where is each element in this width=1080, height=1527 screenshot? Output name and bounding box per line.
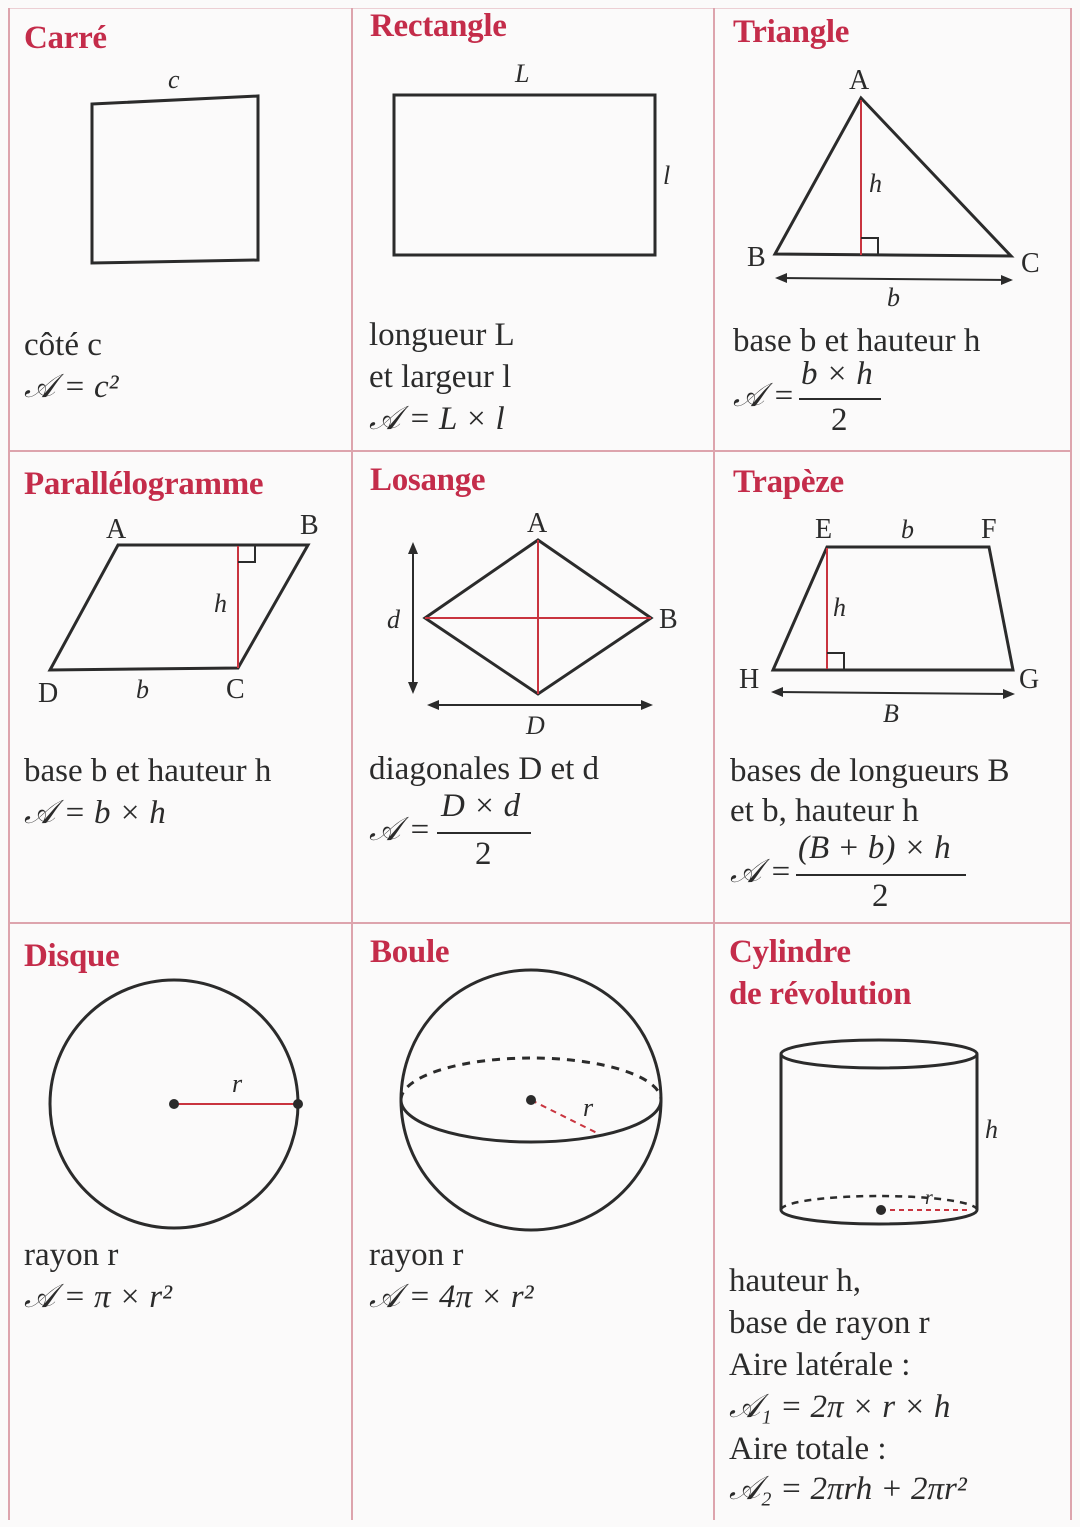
triangle-formula-numerator: b × h: [801, 356, 873, 392]
parallelogram-vertex-a: A: [106, 514, 127, 545]
cylindre-lateral-formula: 𝒜₁ = 2π × r × h: [729, 1389, 951, 1425]
triangle-height-label: h: [869, 169, 882, 198]
triangle-formula-lhs: 𝒜 =: [733, 378, 795, 414]
cell-parallelogramme: [10, 452, 351, 922]
sphere-figure: [353, 924, 713, 1520]
boule-title: Boule: [370, 934, 450, 970]
cylindre-desc-line2: base de rayon r: [729, 1305, 930, 1341]
trapezoid-vertex-f: F: [981, 514, 997, 545]
triangle-formula-denominator: 2: [831, 402, 848, 438]
cylindre-total-formula: 𝒜₂ = 2πrh + 2πr²: [729, 1471, 967, 1507]
grid-border-right: [1070, 8, 1072, 1520]
cylindre-desc-line1: hauteur h,: [729, 1263, 861, 1299]
rectangle-formula: 𝒜 = L × l: [369, 401, 505, 437]
cell-trapeze: [715, 452, 1070, 922]
boule-formula: 𝒜 = 4π × r²: [369, 1279, 534, 1315]
trapeze-formula-denominator: 2: [872, 878, 889, 914]
triangle-title: Triangle: [733, 14, 850, 50]
losange-formula-denominator: 2: [475, 836, 492, 872]
rectangle-desc-line1: longueur L: [369, 317, 515, 353]
square-side-label: c: [168, 65, 180, 94]
trapeze-fraction-bar: [796, 874, 966, 876]
cell-rectangle: [353, 10, 713, 450]
grid-border-top: [8, 8, 1072, 9]
boule-desc: rayon r: [369, 1237, 464, 1273]
cell-cylindre: [715, 924, 1070, 1520]
disk-radius-label: r: [232, 1069, 243, 1098]
rhombus-vertex-a: A: [527, 508, 548, 539]
losange-desc: diagonales D et d: [369, 751, 600, 787]
rhombus-big-diagonal-label: D: [526, 711, 545, 740]
disque-title: Disque: [24, 938, 120, 974]
disque-formula: 𝒜 = π × r²: [24, 1279, 173, 1315]
trapeze-formula-lhs: 𝒜 =: [730, 854, 792, 890]
cylinder-radius-label: r: [925, 1187, 933, 1209]
triangle-vertex-a: A: [849, 65, 870, 96]
losange-formula: [369, 788, 569, 878]
trapezoid-vertex-e: E: [815, 514, 833, 545]
cell-boule: [353, 924, 713, 1520]
carre-formula: 𝒜 = c²: [24, 369, 119, 405]
losange-title: Losange: [370, 462, 486, 498]
trapezoid-height-label: h: [833, 593, 846, 622]
rectangle-length-label: L: [515, 59, 530, 88]
cell-triangle: [715, 10, 1070, 450]
rectangle-title: Rectangle: [370, 8, 507, 44]
trapezoid-big-base-label: B: [883, 699, 899, 728]
cell-losange: [353, 452, 713, 922]
parallelogram-vertex-c: C: [226, 674, 245, 705]
trapeze-desc-line1: bases de longueurs B: [730, 753, 1010, 789]
cylindre-title-line1: Cylindre: [729, 934, 851, 970]
triangle-base-label: b: [887, 283, 900, 312]
trapeze-formula: [730, 830, 980, 920]
triangle-vertex-c: C: [1021, 248, 1040, 279]
trapezoid-small-base-label: b: [901, 515, 914, 544]
trapezoid-vertex-h: H: [739, 664, 760, 695]
rectangle-width-label: l: [663, 161, 671, 190]
carre-desc: côté c: [24, 327, 102, 363]
parallelogramme-desc: base b et hauteur h: [24, 753, 272, 789]
trapeze-title: Trapèze: [733, 464, 844, 500]
carre-title: Carré: [24, 20, 107, 56]
cell-disque: [10, 924, 351, 1520]
triangle-formula: [733, 356, 933, 446]
parallelogram-height-label: h: [214, 589, 227, 618]
trapezoid-vertex-g: G: [1019, 664, 1040, 695]
losange-formula-numerator: D × d: [441, 788, 521, 824]
trapeze-formula-numerator: (B + b) × h: [798, 830, 951, 866]
rhombus-small-diagonal-label: d: [387, 605, 400, 634]
rectangle-desc-line2: et largeur l: [369, 359, 512, 395]
cylindre-title-line2: de révolution: [729, 976, 912, 1012]
parallelogram-vertex-b: B: [300, 510, 319, 541]
parallelogram-figure: [10, 452, 351, 922]
parallelogram-vertex-d: D: [38, 678, 59, 709]
disque-desc: rayon r: [24, 1237, 119, 1273]
rhombus-vertex-b: B: [659, 604, 678, 635]
cylindre-lateral-label: Aire latérale :: [729, 1347, 911, 1383]
trapeze-desc-line2: et b, hauteur h: [730, 793, 919, 829]
triangle-fraction-bar: [799, 398, 881, 400]
triangle-vertex-b: B: [747, 242, 766, 273]
cell-carre: [10, 10, 351, 450]
triangle-desc: base b et hauteur h: [733, 323, 981, 359]
sphere-radius-label: r: [583, 1093, 594, 1122]
disk-figure: [10, 924, 351, 1520]
cylinder-height-label: h: [985, 1115, 998, 1144]
losange-fraction-bar: [437, 832, 531, 834]
parallelogramme-formula: 𝒜 = b × h: [24, 795, 166, 831]
cylindre-total-label: Aire totale :: [729, 1431, 887, 1467]
losange-formula-lhs: 𝒜 =: [369, 812, 431, 848]
parallelogram-base-label: b: [136, 675, 149, 704]
parallelogramme-title: Parallélogramme: [24, 466, 264, 502]
